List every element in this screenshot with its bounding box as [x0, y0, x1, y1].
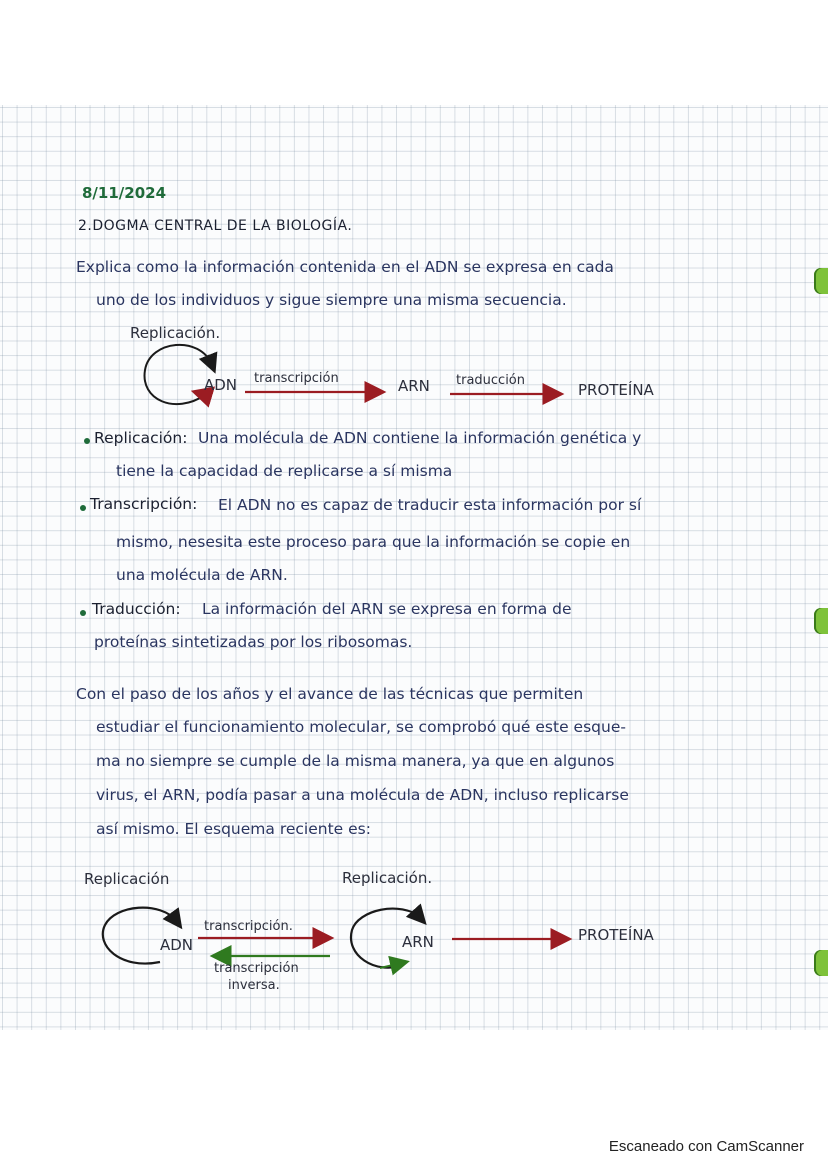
- closing-line: Con el paso de los años y el avance de las técnicas que permiten: [76, 685, 584, 703]
- replication-cycle-arrow: [145, 345, 212, 404]
- protein-label: PROTEÍNA: [578, 381, 654, 399]
- dna-label: ADN: [204, 376, 238, 394]
- bullet-term: Replicación:: [94, 429, 188, 447]
- bullet-text: proteínas sintetizadas por los ribosomas.: [94, 633, 413, 651]
- bullet-text: El ADN no es capaz de traducir esta información por sí: [218, 496, 642, 514]
- bullet-term: Transcripción:: [90, 495, 198, 513]
- note-date: 8/11/2024: [82, 184, 167, 202]
- transcription-label-2: transcripción.: [204, 919, 293, 934]
- closing-line: ma no siempre se cumple de la misma manera, ya que en algunos: [96, 752, 615, 770]
- bullet-text: mismo, nesesita este proceso para que la información se copie en: [116, 533, 631, 551]
- replication-right-label: Replicación.: [342, 869, 433, 887]
- reverse-transcription-label: inversa.: [228, 978, 280, 993]
- intro-line: uno de los individuos y sigue siempre una misma secuencia.: [96, 291, 567, 309]
- protein-label-2: PROTEÍNA: [578, 926, 654, 944]
- bullet-text: tiene la capacidad de replicarse a sí misma: [116, 462, 453, 480]
- note-title: 2.DOGMA CENTRAL DE LA BIOLOGÍA.: [78, 218, 353, 234]
- rna-label-2: ARN: [402, 933, 434, 951]
- bullet-dot: [84, 438, 90, 444]
- closing-line: estudiar el funcionamiento molecular, se comprobó qué este esque-: [96, 718, 626, 736]
- intro-line: Explica como la información contenida en el ADN se expresa en cada: [76, 258, 614, 276]
- replication-label: Replicación.: [130, 324, 221, 342]
- bullet-dot: [80, 505, 86, 511]
- dna-label-2: ADN: [160, 936, 194, 954]
- bullet-text: una molécula de ARN.: [116, 566, 288, 584]
- transcription-label: transcripción: [254, 371, 339, 386]
- bullet-term: Traducción:: [92, 600, 181, 618]
- rna-label: ARN: [398, 377, 430, 395]
- closing-line: virus, el ARN, podía pasar a una molécula de ADN, incluso replicarse: [96, 786, 629, 804]
- bullet-dot: [80, 610, 86, 616]
- replication-left-label: Replicación: [84, 870, 170, 888]
- reverse-transcription-label: transcripción: [214, 961, 299, 976]
- scanner-footer: Escaneado con CamScanner: [608, 1138, 804, 1155]
- closing-line: así mismo. El esquema reciente es:: [96, 820, 371, 838]
- translation-label: traducción: [456, 373, 525, 388]
- bullet-text: Una molécula de ADN contiene la información genética y: [198, 429, 642, 447]
- bullet-text: La información del ARN se expresa en forma de: [202, 600, 572, 618]
